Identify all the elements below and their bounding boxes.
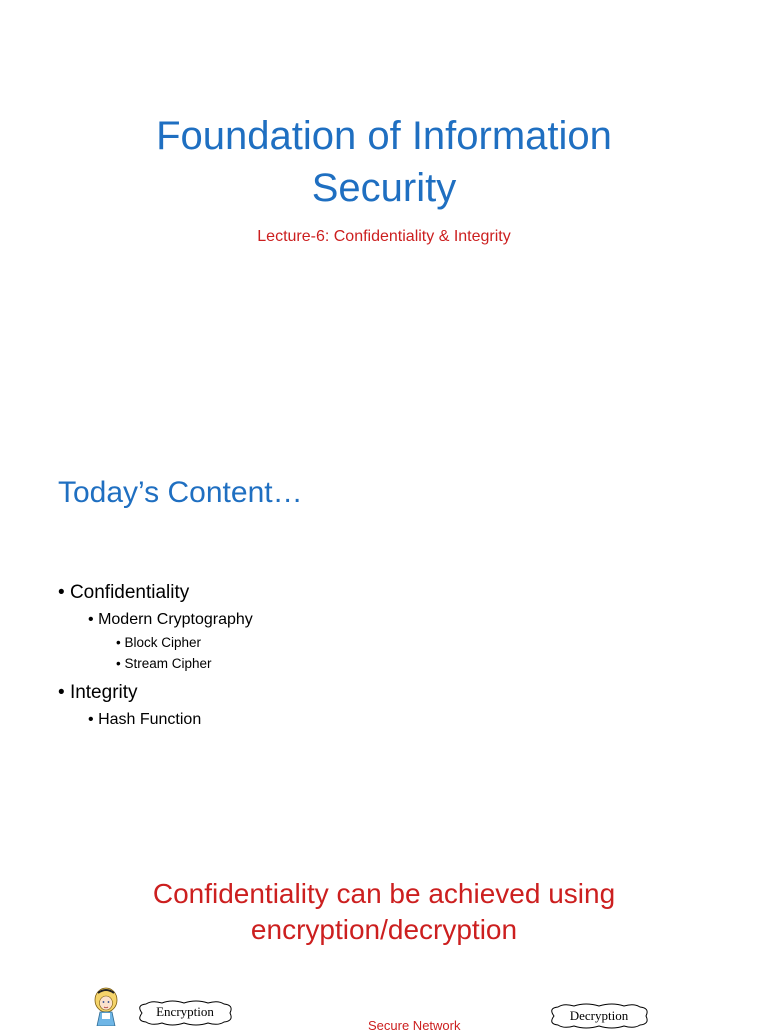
list-item [58,582,189,604]
content-title: Today’s Content… [58,476,303,509]
bullet-dot: • [88,611,94,628]
heading-line-2: encryption/decryption [250,914,518,945]
decryption-bubble [546,1003,652,1029]
slide-heading [0,876,768,948]
bullet-dot: • [88,711,94,728]
heading-line-1: Confidentiality can be achieved using [152,878,616,909]
list-item [58,682,138,704]
title-slide [0,0,768,432]
presentation-title [0,110,768,214]
bullet-dot: • [116,656,121,671]
channel-label: Secure Network [368,1018,461,1033]
encryption-slide [0,862,768,1033]
list-item-label: Modern Cryptography [98,611,253,628]
bullet-dot: • [116,635,121,650]
content-slide [0,432,768,832]
bullet-dot: • [58,682,65,703]
list-item [116,635,201,650]
list-item-label: Integrity [69,682,138,703]
encryption-bubble [134,1000,236,1026]
title-line-1: Foundation of Information [156,114,612,158]
list-item-label: Block Cipher [124,635,202,650]
list-item [116,656,212,671]
lecture-subtitle: Lecture-6: Confidentiality & Integrity [257,228,511,245]
title-line-2: Security [311,166,457,210]
alice-figure-icon [88,986,124,1026]
decryption-label: Decryption [569,1008,629,1023]
list-item [88,711,201,729]
list-item-label: Stream Cipher [124,656,212,671]
list-item-label: Confidentiality [69,582,190,603]
list-item-label: Hash Function [98,711,202,728]
bullet-dot: • [58,582,65,603]
encryption-label: Encryption [156,1004,214,1019]
list-item [88,611,253,629]
